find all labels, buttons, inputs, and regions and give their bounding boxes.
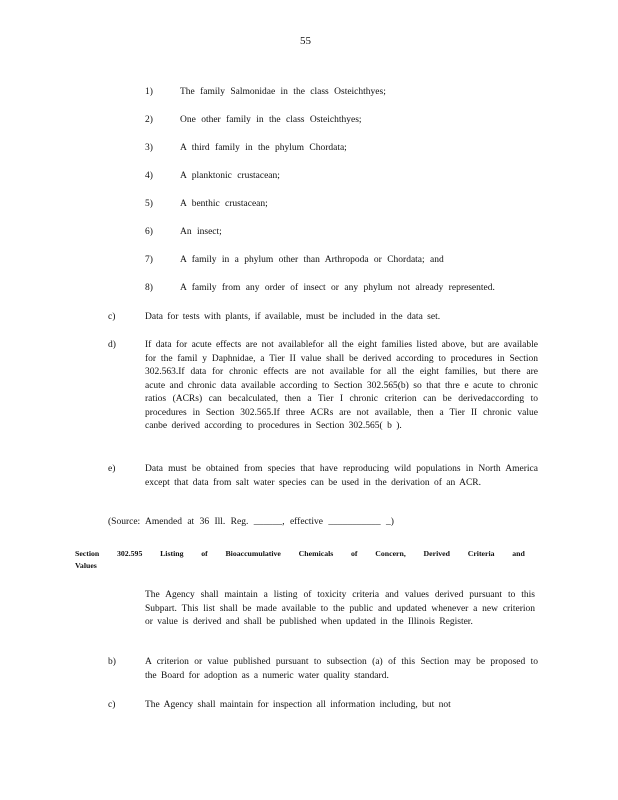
- list-item-text: A benthic crustacean;: [180, 199, 268, 209]
- section-number: 302.595: [117, 549, 143, 558]
- list-item-number: 1): [145, 87, 153, 97]
- heading-word: Derived: [423, 549, 450, 558]
- list-item-text: A third family in the phylum Chordata;: [180, 143, 347, 153]
- list-item-text: A planktonic crustacean;: [180, 171, 280, 181]
- section-heading: [75, 548, 525, 572]
- heading-word: of: [201, 549, 208, 558]
- list-item-text: An insect;: [180, 227, 222, 237]
- paragraph-e: [108, 463, 538, 490]
- paragraph-label: b): [108, 657, 116, 667]
- paragraph-label: d): [108, 340, 116, 350]
- list-item-number: 6): [145, 227, 153, 237]
- list-item: [145, 255, 545, 283]
- list-item: [145, 283, 545, 311]
- list-item-number: 7): [145, 255, 153, 265]
- list-item-text: A family in a phylum other than Arthropoda or Chordata; and: [180, 255, 444, 265]
- list-item-number: 5): [145, 199, 153, 209]
- section-paragraph-a: The Agency shall maintain a listing of toxicity criteria and values derived pursuant to this Subpart. This list shall be made available to the public and updated whenever a new criterion or value is derived and shall be published when updated in the Illinois Register.: [145, 590, 535, 627]
- heading-word: Concern,: [375, 549, 406, 558]
- paragraph-label: c): [108, 312, 116, 322]
- list-item: [145, 199, 545, 227]
- heading-word: of: [351, 549, 358, 558]
- paragraph-text: If data for acute effects are not availablefor all the eight families listed above, but are available for the famil y Daphnidae, a Tier II value shall be derived according to procedures in Section 302.563.If data for chronic effects are not available for all the eight families, but there are acute and chronic data available according to Section 302.565(b) so that thre e acute to chronic ratios (ACRs) can becalculated, then a Tier I chronic criterion can be derivedaccording to procedures in Section 302.565.If three ACRs are not available, then a Tier II chronic value canbe derived according to procedures in Section 302.565( b ).: [145, 340, 538, 431]
- numbered-list: [145, 87, 545, 311]
- paragraph-text: Data must be obtained from species that have reproducing wild populations in North America except that data from salt water species can be used in the derivation of an ACR.: [145, 464, 538, 488]
- section-paragraph-b: [108, 656, 538, 683]
- source-note: (Source: Amended at 36 Ill. Reg. ______, effective ___________ _): [108, 517, 394, 527]
- list-item-text: One other family in the class Osteichthyes;: [180, 115, 362, 125]
- list-item-text: A family from any order of insect or any phylum not already represented.: [180, 283, 495, 293]
- paragraph-label: e): [108, 464, 116, 474]
- heading-word: Bioaccumulative: [225, 549, 281, 558]
- paragraph-text: Data for tests with plants, if available, must be included in the data set.: [145, 312, 441, 322]
- paragraph-label: c): [108, 700, 116, 710]
- section-label: Section: [75, 549, 100, 558]
- heading-word: Chemicals: [298, 549, 334, 558]
- list-item: [145, 227, 545, 255]
- paragraph-text: The Agency shall maintain for inspection all information including, but not: [145, 700, 451, 710]
- list-item-number: 4): [145, 171, 153, 181]
- list-item: [145, 171, 545, 199]
- list-item-text: The family Salmonidae in the class Osteichthyes;: [180, 87, 386, 97]
- section-paragraph-c: [108, 699, 538, 713]
- section-heading-line: [75, 548, 525, 560]
- paragraph-text: A criterion or value published pursuant to subsection (a) of this Section may be proposed to the Board for adoption as a numeric water quality standard.: [145, 657, 538, 681]
- list-item-number: 8): [145, 283, 153, 293]
- paragraph-d: [108, 339, 538, 434]
- paragraph-c: [108, 311, 538, 325]
- heading-word: Criteria: [467, 549, 495, 558]
- page-number: 55: [300, 35, 311, 47]
- list-item: [145, 87, 545, 115]
- list-item: [145, 143, 545, 171]
- heading-word: Listing: [160, 549, 184, 558]
- list-item: [145, 115, 545, 143]
- list-item-number: 3): [145, 143, 153, 153]
- heading-word: and: [512, 549, 525, 558]
- section-heading-continuation: Values: [75, 561, 97, 570]
- list-item-number: 2): [145, 115, 153, 125]
